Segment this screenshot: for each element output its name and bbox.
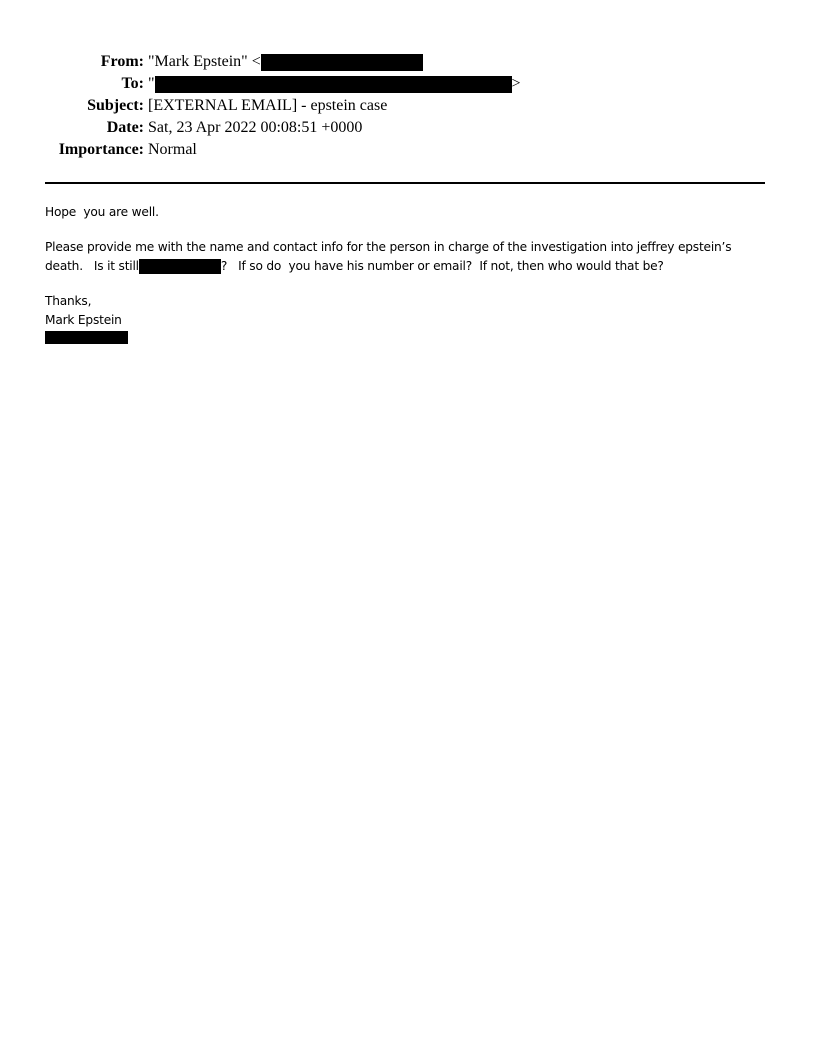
redaction-block [139,259,221,274]
to-label: To: [121,75,144,92]
date-value: Sat, 23 Apr 2022 00:08:51 +0000 [148,119,363,136]
from-row [0,51,816,73]
email-header [0,51,816,161]
signoff-line: Thanks, [45,294,92,308]
header-divider [45,182,765,184]
from-value [148,51,423,73]
redaction-block [45,331,128,344]
body-line-2-end: ? If so do you have his number or email? If not, then who would that be? [220,259,664,273]
redaction-block [261,54,423,71]
to-row [0,73,816,95]
to-prefix: " [148,75,155,92]
email-body [45,203,765,349]
body-line-2-start: death. Is it still [45,259,139,273]
body-line-2 [45,257,765,276]
subject-value: [EXTERNAL EMAIL] - epstein case [148,97,388,114]
to-value [148,73,521,95]
signature-redaction [45,330,765,349]
date-row [0,117,816,139]
greeting-line: Hope you are well. [45,205,159,219]
redaction-block [155,76,512,93]
body-line-1: Please provide me with the name and contact info for the person in charge of the investigation into jeffrey epstein’s [45,240,732,254]
paragraph-gap [45,222,765,238]
date-label: Date: [106,119,144,136]
to-suffix: > [511,75,521,92]
from-name: "Mark Epstein" < [148,53,261,70]
subject-row [0,95,816,117]
importance-row [0,139,816,161]
paragraph-gap [45,276,765,292]
subject-label: Subject: [87,97,144,114]
importance-label: Importance: [58,141,144,158]
from-label: From: [100,53,144,70]
importance-value: Normal [148,141,197,158]
signature-name: Mark Epstein [45,313,122,327]
